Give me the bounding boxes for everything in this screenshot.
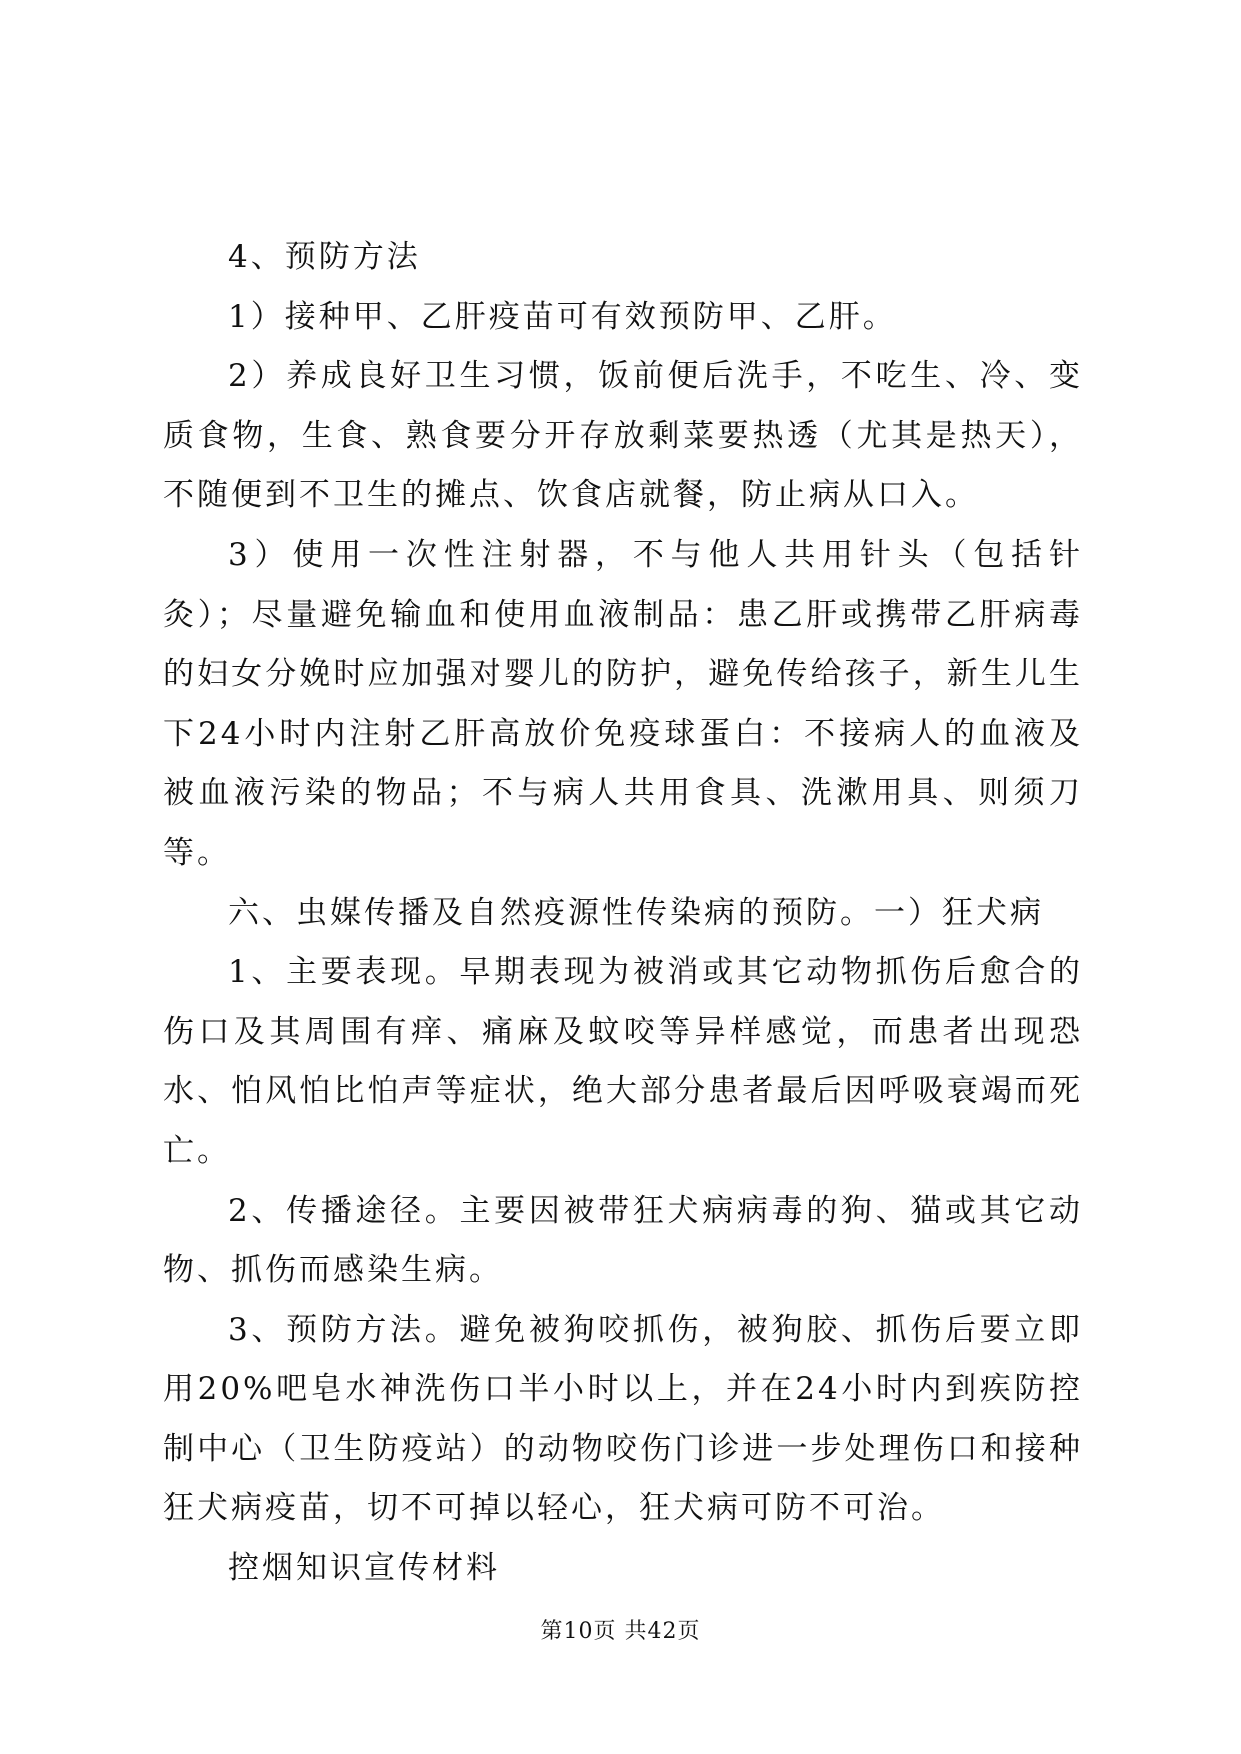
paragraph-main-symptoms: 1、主要表现。早期表现为被消或其它动物抓伤后愈合的伤口及其周围有痒、痛麻及蚊咬等异样感觉，而患者出现恐水、怕风怕比怕声等症状，绝大部分患者最后因呼吸衰竭而死亡。 [163,954,1083,1169]
paragraph-hygiene-habits: 2）养成良好卫生习惯，饭前便后洗手，不吃生、冷、变质食物，生食、熟食要分开存放剩菜要热透（尤其是热天），不随便到不卫生的摊点、饮食店就餐，防止病从口入。 [163,358,1083,514]
paragraph-transmission-route: 2、传播途径。主要因被带狂犬病病毒的狗、猫或其它动物、抓伤而感染生病。 [163,1192,1083,1289]
paragraph-vaccination: 1）接种甲、乙肝疫苗可有效预防甲、乙肝。 [228,298,897,335]
page-number-footer: 第10页 共42页 [540,1619,701,1644]
paragraph-syringe-blood: 3）使用一次性注射器，不与他人共用针头（包括针灸）；尽量避免输血和使用血液制品：患乙肝或携带乙肝病毒的妇女分娩时应加强对婴儿的防护，避免传给孩子，新生儿生下24小时内注射乙肝高放价免疫球蛋白：不接病人的血液及被血液污染的物品；不与病人共用食具、洗漱用具、则须刀等。 [163,536,1083,871]
document-body [163,228,1083,1599]
paragraph-rabies-prevention: 3、预防方法。避免被狗咬抓伤，被狗胶、抓伤后要立即用20%吧皂水神洗伤口半小时以上，并在24小时内到疾防控制中心（卫生防疫站）的动物咬伤门诊进一步处理伤口和接种狂犬病疫苗，切不可掉以轻心，狂犬病可防不可治。 [163,1311,1083,1527]
paragraph-prevention-heading: 4、预防方法 [228,239,421,275]
paragraph-tobacco-control-title: 控烟知识宣传材料 [228,1550,500,1587]
paragraph-section-six-heading: 六、虫媒传播及自然疫源性传染病的预防。一）狂犬病 [228,894,1044,931]
